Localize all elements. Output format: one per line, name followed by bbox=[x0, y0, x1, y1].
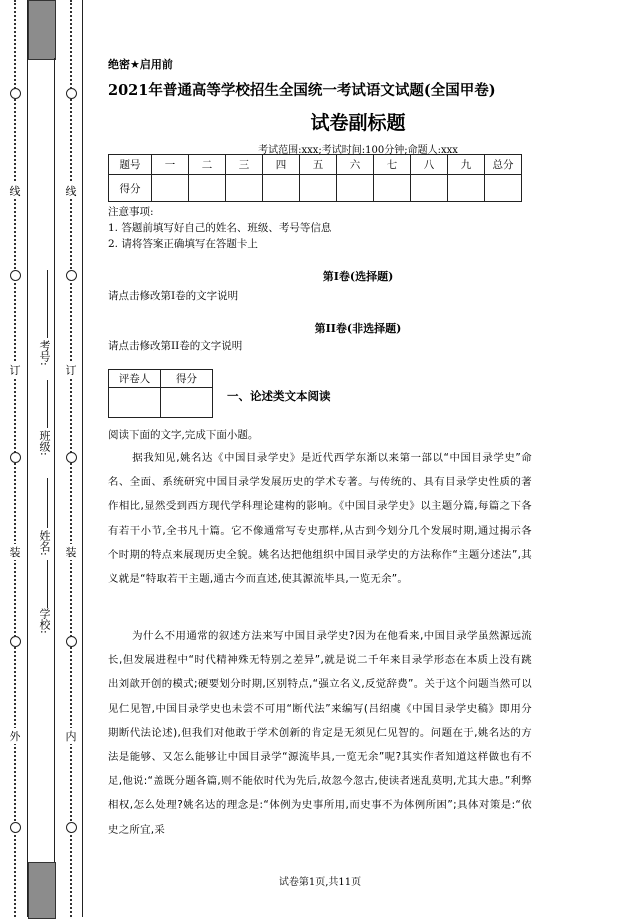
outer-char-zhuang: 装 bbox=[9, 546, 21, 559]
inner-char-zhuang: 装 bbox=[65, 546, 77, 559]
score-input-cell[interactable] bbox=[152, 175, 189, 202]
inner-char-nei: 内 bbox=[65, 730, 77, 743]
score-input-cell[interactable] bbox=[374, 175, 411, 202]
exam-title: 2021年普通高等学校招生全国统一考试语文试题(全国甲卷) bbox=[108, 82, 496, 99]
class-field-line[interactable] bbox=[47, 380, 48, 428]
outer-char-wai: 外 bbox=[9, 730, 21, 743]
binding-strip bbox=[0, 0, 96, 917]
binding-grey-bar-bottom-left bbox=[28, 862, 56, 919]
name-field-label: 姓名: bbox=[38, 530, 51, 556]
inner-char-ding: 订 bbox=[65, 364, 77, 377]
binding-hole-circle bbox=[66, 822, 77, 833]
confidential-mark: 绝密★启用前 bbox=[108, 58, 173, 71]
score-input-cell[interactable] bbox=[485, 175, 522, 202]
score-input-cell[interactable] bbox=[448, 175, 485, 202]
binding-hole-circle bbox=[10, 88, 21, 99]
passage-text: 为什么不用通常的叙述方法来写中国目录学史?因为在他看来,中国目录学虽然源远流长,但发展进程中“时代精神殊无特别之差异”,就是说二千年来目录学形态在本质上没有跳出刘歆开创的模式;硬要划分时期,区别特点,“强立名义,反觉辞费”。关于这个问题当然可以见仁见智,中国目录学史也未尝不可用“断代法”来编写(吕绍虞《中国目录学史稿》即用分期断代法论述),但我们对他敢于学术创新的肯定是无须见仁见智的。问题在于,姚名达的方法是能够、又怎么能够让中国目录学“源流毕具,一览无余”呢?其实作者知道这样做也有不足,他说:“盖既分题各篇,则不能依时代为先后,故忽今忽古,使读者迷乱莫明,尤其大患。”利弊相权,怎么处理?姚名达的理念是:“体例为史事所用,而史事不为体例所困”;具体对策是:“依史之所宜,采 bbox=[108, 630, 532, 836]
score-cell: 五 bbox=[300, 155, 337, 175]
score-input-cell[interactable] bbox=[337, 175, 374, 202]
binding-hole-circle bbox=[10, 452, 21, 463]
section-title: 第II卷(非选择题) bbox=[314, 322, 402, 335]
page-footer: 试卷第1页,共11页 bbox=[278, 877, 362, 888]
score-cell: 三 bbox=[226, 155, 263, 175]
binding-hole-circle bbox=[66, 270, 77, 281]
score-cell: 一 bbox=[152, 155, 189, 175]
grader-input-cell[interactable] bbox=[109, 388, 161, 418]
score-input-cell[interactable] bbox=[411, 175, 448, 202]
passage-paragraph bbox=[108, 624, 532, 842]
class-field-label: 班级: bbox=[38, 430, 51, 456]
score-table bbox=[108, 154, 522, 202]
score-cell: 题号 bbox=[109, 155, 152, 175]
score-row-label: 得分 bbox=[109, 175, 152, 202]
outer-char-ding: 订 bbox=[9, 364, 21, 377]
grader-table bbox=[108, 369, 213, 418]
section-note[interactable]: 请点击修改第II卷的文字说明 bbox=[108, 340, 243, 352]
question-heading: 一、论述类文本阅读 bbox=[227, 389, 331, 403]
score-cell: 九 bbox=[448, 155, 485, 175]
binding-grey-bar-top-left bbox=[28, 0, 56, 60]
outer-char-xian: 线 bbox=[9, 185, 21, 198]
school-field-line[interactable] bbox=[47, 560, 48, 608]
binding-hole-circle bbox=[10, 270, 21, 281]
binding-hole-circle bbox=[10, 822, 21, 833]
grader-score-label: 得分 bbox=[161, 370, 213, 388]
score-cell: 六 bbox=[337, 155, 374, 175]
passage-paragraph bbox=[108, 446, 532, 591]
passage-text: 据我知见,姚名达《中国目录学史》是近代西学东渐以来第一部以“中国目录学史”命名、全面、系统研究中国目录学发展历史的学术专著。与传统的、具有目录学史性质的著作相比,显然受到西方现代学科理论建构的影响。《中国目录学史》以主题分篇,每篇之下各有若干小节,全书凡十篇。它不像通常写专史那样,从古到今划分几个发展时期,通过揭示各个时期的特点来展现历史全貌。姚名达把他组织中国目录学史的方法称作“主题分述法”,其义就是“特取若干主题,通古今而直述,使其源流毕具,一览无余”。 bbox=[108, 452, 532, 586]
exam-info: 考试范围:xxx;考试时间:100分钟;命题人:xxx bbox=[258, 145, 458, 156]
school-field-label: 学校: bbox=[38, 608, 51, 634]
score-cell: 二 bbox=[189, 155, 226, 175]
score-table-score-row bbox=[109, 175, 522, 202]
exam-number-field-label: 考号: bbox=[38, 340, 51, 366]
grader-input-cell[interactable] bbox=[161, 388, 213, 418]
score-table-header-row bbox=[109, 155, 522, 175]
question-instruction: 阅读下面的文字,完成下面小题。 bbox=[108, 429, 259, 441]
notice-item: 2. 请将答案正确填写在答题卡上 bbox=[108, 238, 258, 250]
binding-hole-circle bbox=[66, 636, 77, 647]
score-input-cell[interactable] bbox=[300, 175, 337, 202]
exam-subtitle[interactable]: 试卷副标题 bbox=[310, 112, 406, 134]
binding-hole-circle bbox=[10, 636, 21, 647]
section-title: 第I卷(选择题) bbox=[322, 270, 394, 283]
score-cell: 七 bbox=[374, 155, 411, 175]
binding-hole-circle bbox=[66, 452, 77, 463]
grader-label: 评卷人 bbox=[109, 370, 161, 388]
score-input-cell[interactable] bbox=[226, 175, 263, 202]
notice-heading: 注意事项: bbox=[108, 206, 154, 218]
inner-char-xian: 线 bbox=[65, 185, 77, 198]
score-cell: 八 bbox=[411, 155, 448, 175]
score-cell: 总分 bbox=[485, 155, 522, 175]
exam-number-field-line[interactable] bbox=[47, 270, 48, 338]
notice-item: 1. 答题前填写好自己的姓名、班级、考号等信息 bbox=[108, 222, 332, 234]
score-input-cell[interactable] bbox=[189, 175, 226, 202]
name-field-line[interactable] bbox=[47, 478, 48, 528]
score-cell: 四 bbox=[263, 155, 300, 175]
binding-inner-border bbox=[54, 58, 55, 862]
section-note[interactable]: 请点击修改第I卷的文字说明 bbox=[108, 290, 239, 302]
binding-hole-circle bbox=[66, 88, 77, 99]
score-input-cell[interactable] bbox=[263, 175, 300, 202]
